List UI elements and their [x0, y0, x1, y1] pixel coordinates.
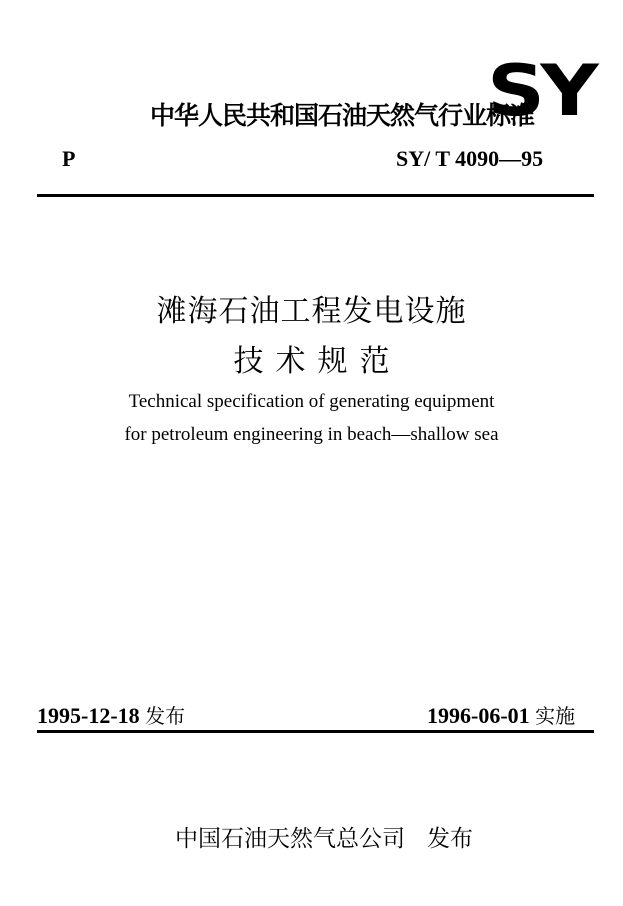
bottom-rule	[37, 730, 594, 733]
publisher-label: 发布	[427, 826, 473, 852]
publisher-name: 中国石油天然气总公司	[175, 826, 405, 852]
issuing-authority: 中华人民共和国石油天然气行业标准	[150, 101, 535, 130]
publish-date: 1995-12-18	[37, 703, 140, 728]
top-rule	[37, 194, 594, 197]
publisher-block	[175, 820, 473, 853]
publish-label: 发布	[145, 704, 186, 728]
classification-code: P	[62, 146, 76, 171]
implement-label: 实施	[535, 704, 576, 728]
title-en-line2: for petroleum engineering in beach—shallow sea	[124, 424, 499, 445]
publish-date-block	[37, 700, 185, 729]
implement-date: 1996-06-01	[427, 703, 530, 728]
title-zh-line2: 技术规范	[233, 344, 402, 379]
sy-logo: SY	[487, 50, 595, 132]
implement-date-block	[427, 700, 575, 729]
title-zh-line1: 滩海石油工程发电设施	[156, 294, 467, 329]
title-en-line1: Technical specification of generating equipment	[128, 391, 495, 412]
standard-number: SY/ T 4090—95	[396, 146, 544, 171]
